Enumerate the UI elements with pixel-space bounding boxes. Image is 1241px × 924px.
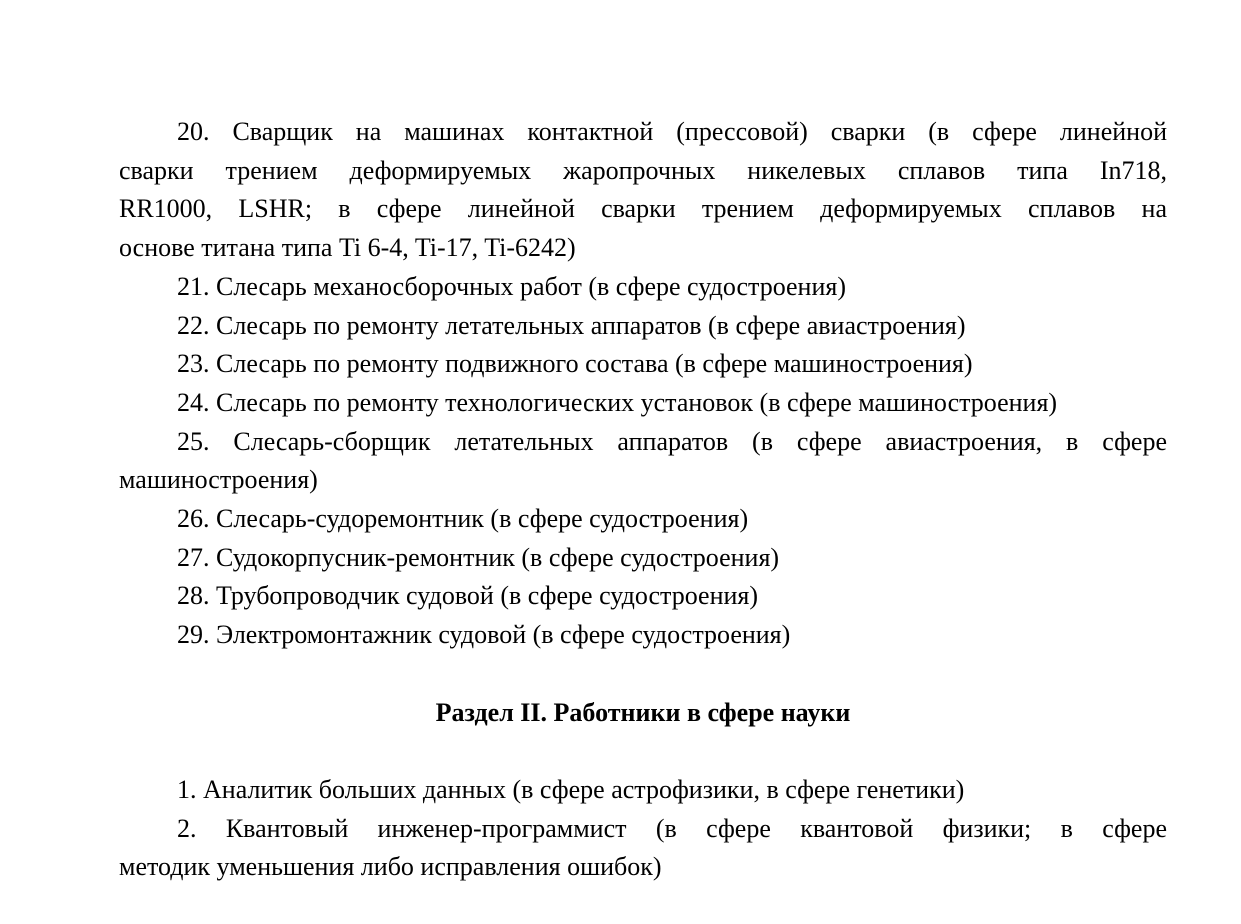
list-item: [119, 810, 1167, 887]
text-line: 20. Сварщик на машинах контактной (прессовой) сварки (в сфере линейной: [177, 117, 1167, 146]
text-line: RR1000, LSHR; в сфере линейной сварки трением деформируемых сплавов на: [119, 194, 1167, 224]
list-item: [119, 113, 1167, 268]
text-line: сварки трением деформируемых жаропрочных никелевых сплавов типа In718,: [119, 155, 1167, 185]
text-line: основе титана типа Ti 6-4, Ti-17, Ti-6242): [119, 233, 576, 263]
list-item: [119, 384, 1167, 423]
list-item: [119, 539, 1167, 578]
text-line: 26. Слесарь-судоремонтник (в сфере судостроения): [177, 504, 749, 534]
text-line: 22. Слесарь по ремонту летательных аппаратов (в сфере авиастроения): [177, 310, 966, 340]
text-line: Раздел II. Работники в сфере науки: [435, 697, 851, 727]
text-line: 1. Аналитик больших данных (в сфере астрофизики, в сфере генетики): [177, 774, 965, 804]
list-item: [119, 577, 1167, 616]
document-content: [119, 113, 1167, 887]
text-line: методик уменьшения либо исправления ошибок): [119, 852, 662, 882]
text-line: 25. Слесарь-сборщик летательных аппаратов (в сфере авиастроения, в сфере: [177, 426, 1167, 456]
list-item: [119, 345, 1167, 384]
list-item: [119, 500, 1167, 539]
list-item: [119, 616, 1167, 655]
section-heading: [119, 694, 1167, 733]
text-line: 23. Слесарь по ремонту подвижного состава (в сфере машиностроения): [177, 349, 973, 379]
text-line: 27. Судокорпусник-ремонтник (в сфере судостроения): [177, 542, 780, 572]
list-item: [119, 268, 1167, 307]
text-line: 24. Слесарь по ремонту технологических установок (в сфере машиностроения): [177, 387, 1058, 417]
text-line: 2. Квантовый инженер-программист (в сфере квантовой физики; в сфере: [177, 813, 1167, 843]
text-line: 29. Электромонтажник судовой (в сфере судостроения): [177, 620, 791, 650]
text-line: 28. Трубопроводчик судовой (в сфере судостроения): [177, 581, 759, 611]
list-item: [119, 771, 1167, 810]
list-item: [119, 423, 1167, 500]
list-item: [119, 307, 1167, 346]
text-line: 21. Слесарь механосборочных работ (в сфере судостроения): [177, 271, 847, 301]
text-line: машиностроения): [119, 465, 318, 495]
